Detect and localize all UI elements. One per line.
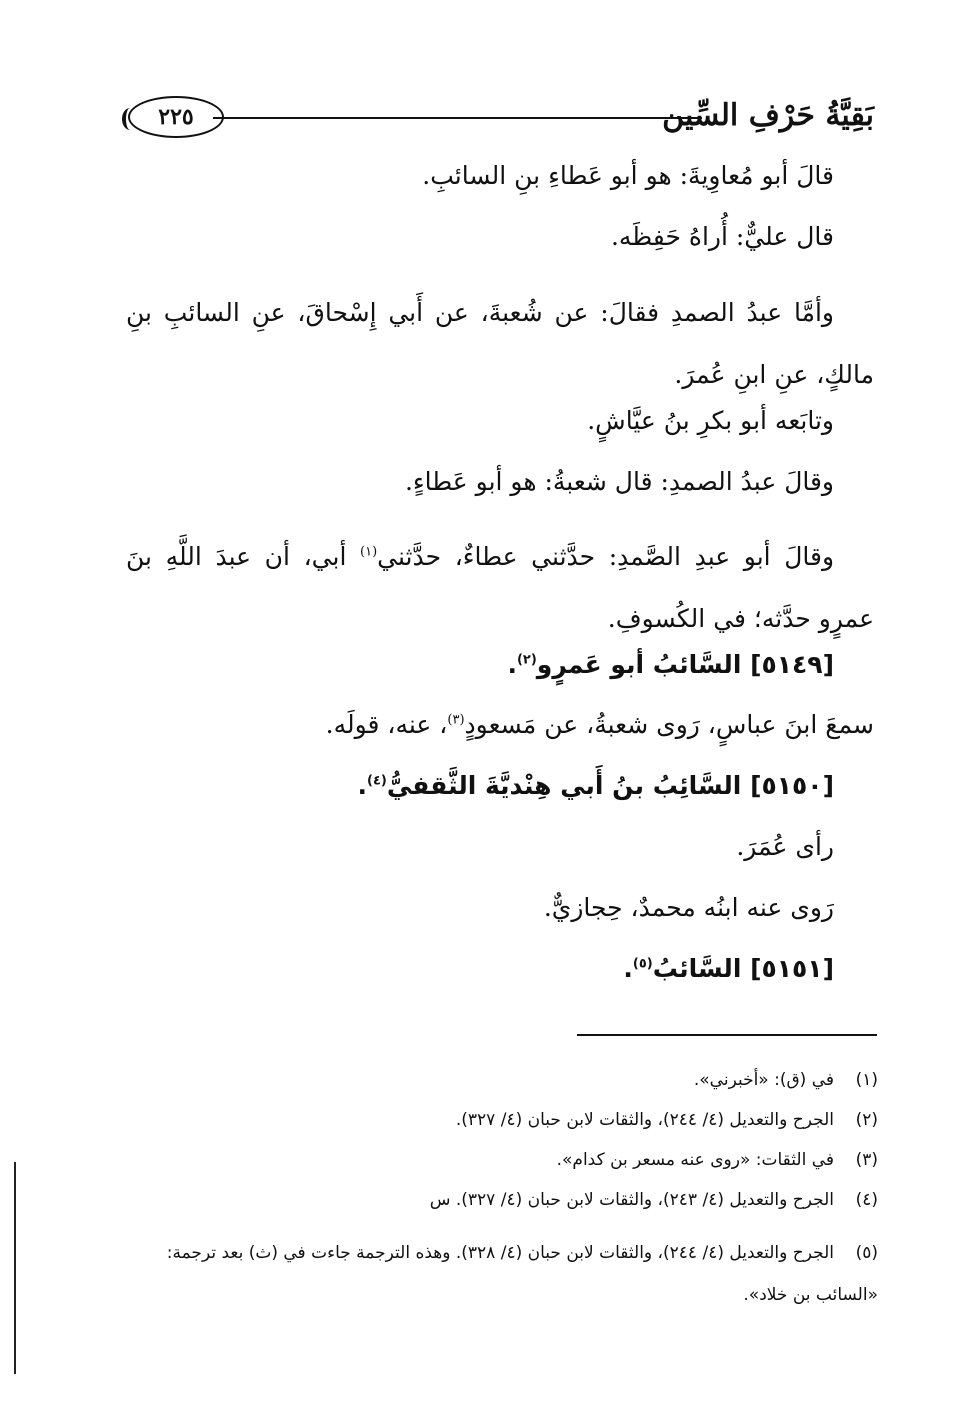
footnote-ref: (٢) xyxy=(516,652,537,668)
footnote xyxy=(694,1068,878,1092)
text-line: قالَ أبو مُعاوِيةَ: هو أبو عَطاءِ بنِ السائبِ. xyxy=(422,161,834,190)
text-paragraph: وأمَّا عبدُ الصمدِ فقالَ: عن شُعبةَ، عن أَبي إِسْحاقَ، عنِ السائبِ بنِ مالكٍ، عنِ ابنِ عُمرَ. xyxy=(126,298,874,389)
text-line: رأى عُمَرَ. xyxy=(736,832,834,861)
entry-title: [٥١٥١] السَّائبُ xyxy=(652,954,834,983)
footnote xyxy=(136,1232,878,1316)
footnote-ref: (٥) xyxy=(632,956,653,972)
entry-heading xyxy=(357,770,834,801)
footnote-number: (١) xyxy=(855,1070,878,1090)
footnote xyxy=(557,1148,878,1172)
text-line: وتابَعه أبو بكرِ بنُ عيَّاشٍ. xyxy=(587,406,834,435)
entry-end: . xyxy=(507,650,517,679)
running-title: بَقِيَّةُ حَرْفِ السِّين xyxy=(662,98,874,133)
footnote-number: (٢) xyxy=(855,1110,878,1130)
footnote xyxy=(456,1108,878,1132)
footnote-ref: (٤) xyxy=(366,773,387,789)
footnote xyxy=(430,1188,878,1212)
entry-title: [٥١٤٩] السَّائبُ أبو عَمرٍو xyxy=(536,650,834,679)
footnote-text: الجرح والتعديل (٤/ ٢٤٣)، والثقات لابن حبان (٤/ ٣٢٧). س xyxy=(429,1190,834,1210)
text-segment: وقالَ أبو عبدِ الصَّمدِ: حدَّثني عطاءٌ، حدَّثني xyxy=(377,542,835,571)
text-segment: سمعَ ابنَ عباسٍ، رَوى شعبةُ، عن مَسعودٍ xyxy=(464,710,874,739)
page-number: ٢٢٥ xyxy=(128,96,224,138)
entry-heading xyxy=(507,649,834,680)
entry-heading xyxy=(623,953,834,984)
footnote-text: الجرح والتعديل (٤/ ٢٤٤)، والثقات لابن حبان (٤/ ٣٢٨). وهذه الترجمة جاءت في (ث) بعد ترجمة: «السائب بن خلاد». xyxy=(166,1243,878,1305)
text-paragraph xyxy=(126,526,874,650)
text-line xyxy=(326,709,874,740)
footnote-text: الجرح والتعديل (٤/ ٢٤٤)، والثقات لابن حبان (٤/ ٣٢٧). xyxy=(455,1110,834,1130)
footnote-number: (٤) xyxy=(855,1190,878,1210)
header-rule xyxy=(213,117,702,119)
entry-end: . xyxy=(623,954,633,983)
page-header xyxy=(118,88,878,144)
scan-margin-line xyxy=(14,1162,16,1374)
text-segment: أبي، أن عبدَ اللَّهِ بنَ عمرٍو حدَّثه؛ في الكُسوفِ. xyxy=(126,542,874,633)
text-line: وقالَ عبدُ الصمدِ: قال شعبةُ: هو أبو عَطاءٍ. xyxy=(404,467,834,496)
footnote-text: في الثقات: «روى عنه مسعر بن كدام». xyxy=(556,1150,834,1170)
footnote-ref: (٣) xyxy=(447,712,465,728)
text-line: رَوى عنه ابنُه محمدٌ، حِجازيٌّ. xyxy=(543,893,834,922)
entry-title: [٥١٥٠] السَّائِبُ بنُ أَبي هِنْديَّةَ الثَّقفيُّ xyxy=(386,771,834,800)
footnote-text: في (ق): «أخبرني». xyxy=(693,1070,834,1090)
text-segment: ، عنه، قولَه. xyxy=(325,710,448,739)
text-line: قال عليٌّ: أُراهُ حَفِظَه. xyxy=(610,222,834,251)
footnote-number: (٣) xyxy=(855,1150,878,1170)
footnote-number: (٥) xyxy=(855,1243,878,1263)
entry-end: . xyxy=(357,771,367,800)
footnote-separator xyxy=(577,1034,877,1036)
footnote-ref: (١) xyxy=(360,544,378,560)
